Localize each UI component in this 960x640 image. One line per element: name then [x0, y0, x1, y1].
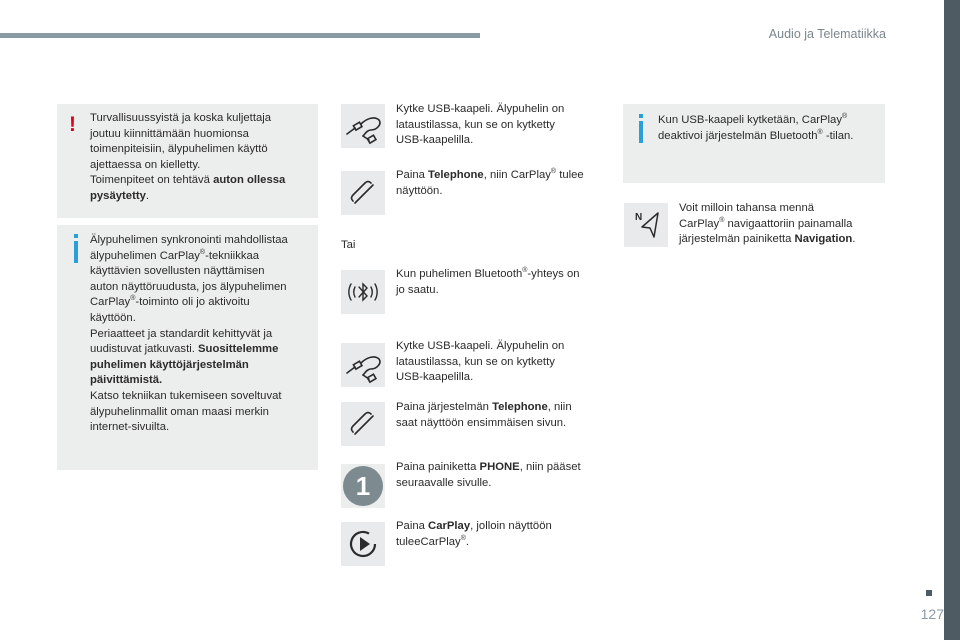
info-text-bluetooth: Kun USB-kaapeli kytketään, CarPlay® deaktivoi järjestelmän Bluetooth® -tilan. [658, 113, 854, 142]
step-carplay: Paina CarPlay, jolloin näyttöön tuleeCarPlay®. [396, 520, 552, 548]
page-marker [926, 590, 932, 596]
info-icon [74, 241, 78, 263]
section-title: Audio ja Telematiikka [768, 27, 886, 41]
page-number: 127 [920, 606, 944, 622]
phone-icon-2 [341, 402, 385, 446]
warning-box [57, 104, 318, 218]
carplay-play-icon [341, 522, 385, 566]
step-telephone: Paina Telephone, niin CarPlay® tulee näyttöön. [396, 168, 584, 197]
phone-icon [341, 171, 385, 215]
info-box-bluetooth [623, 104, 885, 183]
header-rule [0, 33, 480, 38]
info-icon-2 [639, 121, 643, 143]
usb-cable-icon-2 [341, 343, 385, 387]
navigation-icon [624, 203, 668, 247]
step-connect-usb: Kytke USB-kaapeli. Älypuhelin on lataustilassa, kun se on kytketty USB-kaapelilla. [396, 103, 565, 147]
step-connect-usb-2: Kytke USB-kaapeli. Älypuhelin on lataustilassa, kun se on kytketty USB-kaapelilla. [396, 340, 565, 384]
step-bluetooth: Kun puhelimen Bluetooth®-yhteys on jo saatu. [396, 267, 580, 296]
warning-icon: ! [69, 113, 76, 136]
step-phone-button: Paina painiketta PHONE, niin pääset seuraavalle sivulle. [396, 461, 581, 489]
info-text: Älypuhelimen synkronointi mahdollistaa älypuhelimen CarPlay®-tekniikkaa käyttävien sovellusten näyttämisen auton näyttöruudusta, jos älypuhelimen CarPlay®-toiminto oli jo aktivoitu käyttöön. Periaatteet ja standardit kehittyvät ja uudistuvat jatkuvasti. Suosittelemme puhelimen käyttöjärjestelmän päivittämistä. Katso tekniikan tukemiseen soveltuvat älypuhelinmallit oman maasi merkin internet-sivuilta. [90, 234, 288, 434]
bluetooth-icon [341, 270, 385, 314]
info-box-carplay [57, 225, 318, 470]
page-edge-bar [944, 0, 960, 640]
svg-text:N: N [635, 212, 643, 223]
phone-button-badge [341, 464, 385, 508]
warning-text: Turvallisuussyistä ja koska kuljettaja joutuu kiinnittämään huomionsa toimenpiteisiin, älypuhelimen käyttö ajettaessa on kielletty. Toimenpiteet on tehtävä auton ollessa pysäytetty. [90, 112, 286, 202]
step-system-telephone: Paina järjestelmän Telephone, niin saat näyttöön ensimmäisen sivun. [396, 401, 572, 429]
usb-cable-icon [341, 104, 385, 148]
number-one-icon: 1 [343, 466, 383, 506]
or-label: Tai [341, 239, 356, 251]
nav-text: Voit milloin tahansa mennä CarPlay® navigaattoriin painamalla järjestelmän painiketta Navigation. [679, 202, 856, 246]
